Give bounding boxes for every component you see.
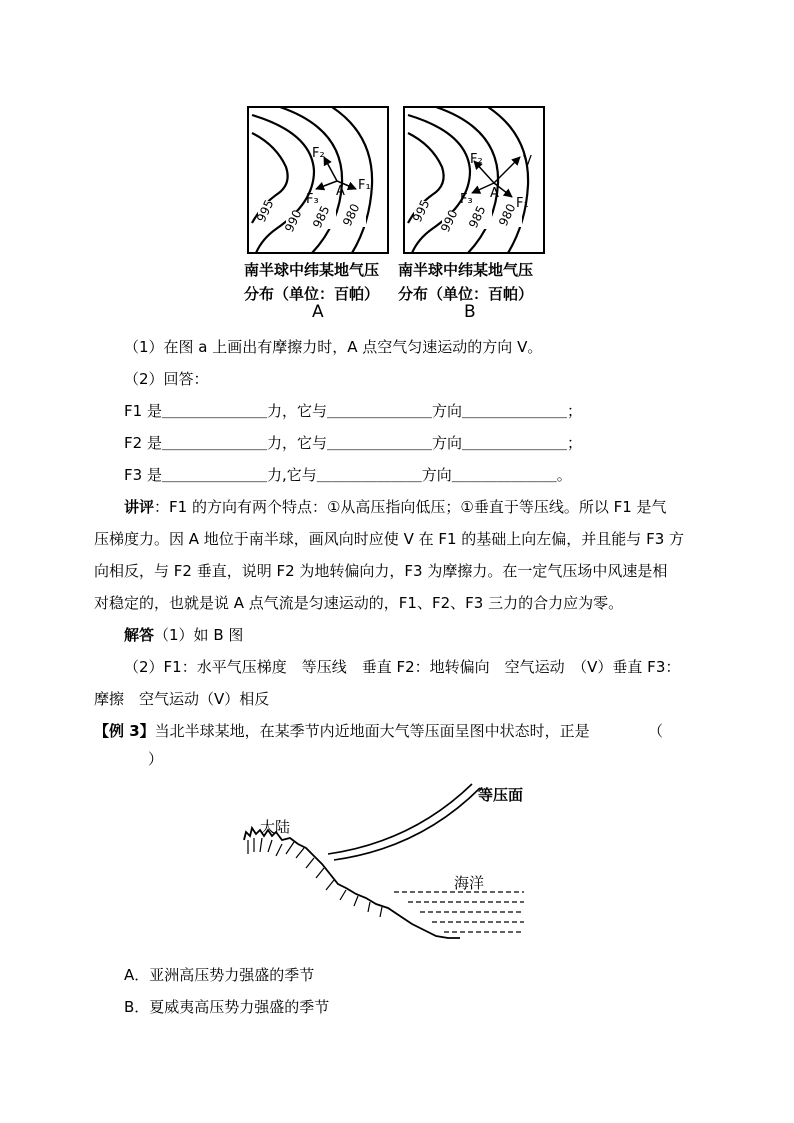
isobar-label: 990 (438, 207, 461, 235)
example-label: 【例 3】 (94, 722, 155, 740)
commentary-line3: 向相反，与 F2 垂直，说明 F2 为地转偏向力，F3 为摩擦力。在一定气压场中风速是相 (94, 562, 668, 580)
isobar-label: 995 (254, 197, 277, 225)
fill-f2: F2 是＿＿＿＿＿＿＿力，它与＿＿＿＿＿＿＿方向＿＿＿＿＿＿＿； (124, 434, 582, 452)
isobar-surface-label: 等压面 (478, 786, 524, 804)
answer-paren-close: ） (148, 750, 164, 768)
isobaric-surface-figure (242, 780, 528, 946)
caption-a-line1: 南半球中纬某地气压 (244, 261, 380, 279)
isobar-label: 990 (282, 207, 305, 235)
question-1: （1）在图 a 上画出有摩擦力时，A 点空气匀速运动的方向 V。 (124, 338, 543, 356)
label-f1: F₁ (358, 178, 371, 193)
commentary-text-1: ：F1 的方向有两个特点：①从高压指向低压；①垂直于等压线。所以 F1 是气 (154, 498, 667, 516)
land-label: 大陆 (260, 818, 291, 836)
panel-b-map (404, 107, 544, 253)
label-f3: F₃ (460, 192, 473, 207)
question-2: （2）回答： (124, 370, 209, 388)
caption-b-line1: 南半球中纬某地气压 (398, 261, 534, 279)
caption-a-line2: 分布（单位：百帕） (244, 285, 380, 303)
caption-b-line2: 分布（单位：百帕） (398, 285, 534, 303)
answer-line2: （2）F1：水平气压梯度 等压线 垂直 F2：地转偏向 空气运动 （V）垂直 F3： (124, 658, 681, 676)
answer-paren-open: （ (648, 722, 664, 740)
example-text: 当北半球某地，在某季节内近地面大气等压面呈图中状态时，正是 (154, 722, 590, 740)
caption-b-letter: B (464, 302, 476, 322)
label-a: A (336, 184, 345, 199)
label-f1: F₁ (516, 196, 529, 211)
label-f2: F₂ (312, 146, 325, 161)
option-b: B．夏威夷高压势力强盛的季节 (124, 998, 330, 1016)
answer-line1 (124, 625, 243, 645)
isobar-label: 985 (466, 203, 489, 231)
commentary-label: 讲评 (124, 498, 155, 516)
answer-line3: 摩擦 空气运动（V）相反 (94, 690, 270, 708)
option-a: A．亚洲高压势力强盛的季节 (124, 966, 315, 984)
land-coastline (244, 828, 460, 938)
commentary-line4: 对稳定的，也就是说 A 点气流是匀速运动的，F1、F2、F3 三力的合力应为零。 (94, 594, 624, 612)
ocean-label: 海洋 (454, 874, 485, 892)
isobar-figure-pair (240, 105, 550, 258)
fill-f3: F3 是＿＿＿＿＿＿＿力,它与＿＿＿＿＿＿＿方向＿＿＿＿＿＿＿。 (124, 466, 572, 484)
isobar-label: 995 (410, 197, 433, 225)
isobar-label: 985 (310, 203, 333, 231)
answer-text-1: （1）如 B 图 (154, 626, 244, 644)
label-a: A (490, 186, 499, 201)
label-v: V (523, 154, 532, 169)
isobar-label: 980 (496, 201, 519, 229)
answer-label: 解答 (124, 626, 155, 644)
commentary-line2: 压梯度力。因 A 地位于南半球，画风向时应使 V 在 F1 的基础上向左偏，并且能与 F3 方 (94, 530, 685, 548)
fill-f1: F1 是＿＿＿＿＿＿＿力，它与＿＿＿＿＿＿＿方向＿＿＿＿＿＿＿； (124, 402, 582, 420)
caption-a-letter: A (312, 302, 324, 322)
commentary-line1 (124, 497, 667, 517)
panel-a-map (248, 107, 388, 253)
isobaric-surface-line (328, 784, 472, 854)
isobar-label: 980 (340, 201, 363, 229)
example-3 (94, 721, 590, 741)
label-f3: F₃ (306, 192, 319, 207)
label-f2: F₂ (470, 152, 483, 167)
